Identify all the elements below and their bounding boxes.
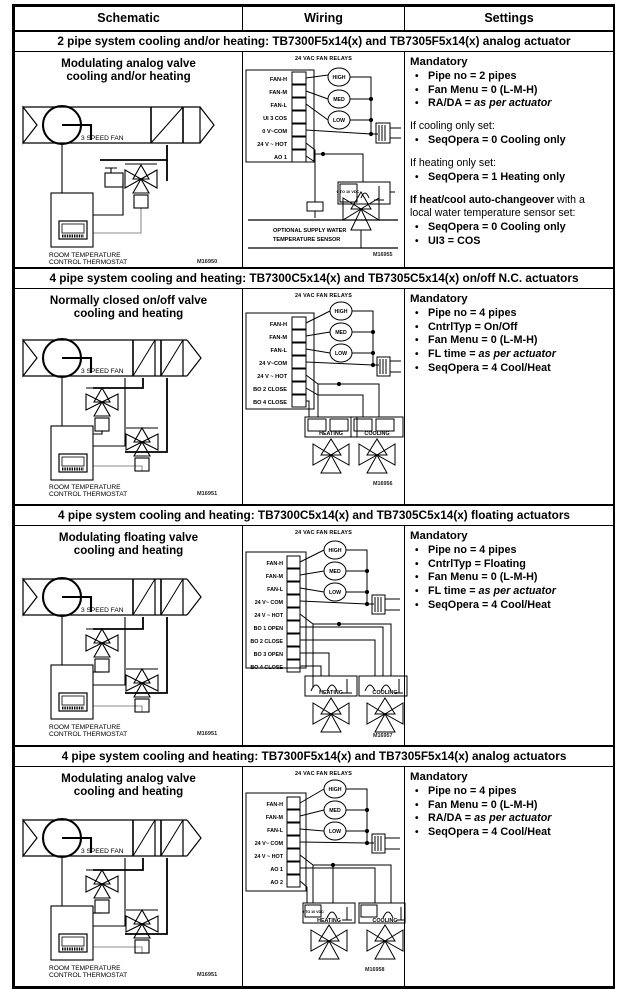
- settings-body-3: [405, 526, 613, 616]
- mandatory-label-3: Mandatory: [410, 530, 468, 542]
- setting-item: • CntrlTyp = On/Off: [426, 321, 609, 335]
- settings-cell-4: [405, 767, 614, 987]
- schematic-cell-4: [15, 767, 243, 987]
- relay-label-3-0: HIGH: [328, 548, 342, 554]
- schematic-title-line2: cooling and heating: [73, 544, 184, 557]
- group-label-heating-only: If heating only set:: [410, 156, 496, 169]
- relay-label-1-2: LOW: [332, 118, 346, 124]
- terminal-label-2-4: 24 V ~ HOT: [257, 374, 287, 380]
- thermostat-label-line2-4: CONTROL THERMOSTAT: [49, 972, 128, 979]
- schematic-ref-1: M16950: [197, 259, 218, 265]
- wiring-diagram-4: [243, 777, 403, 973]
- content-row-4: [15, 767, 614, 987]
- terminal-label-2-0: FAN-H: [269, 322, 287, 328]
- valve-label-3-0: HEATING: [319, 690, 343, 696]
- settings-body-2: [405, 289, 613, 379]
- wiring-caption-2: 24 VAC FAN RELAYS: [294, 293, 353, 299]
- thermostat-label-line1-4: ROOM TEMPERATURE: [49, 965, 121, 972]
- schematic-title-line1: Modulating floating valve: [58, 531, 199, 544]
- terminal-label-1-4: 0 V~COM: [262, 129, 287, 135]
- terminal-label-2-3: 24 V~COM: [259, 361, 287, 367]
- wiring-cell-4: [243, 767, 405, 987]
- settings-cell-2: [405, 289, 614, 506]
- terminal-label-3-4: 24 V ~ HOT: [254, 613, 283, 619]
- setting-item: • FL time = as per actuator: [426, 585, 609, 599]
- setting-item: • Pipe no = 4 pipes: [426, 544, 609, 558]
- terminal-label-1-5: 24 V ~ HOT: [257, 142, 287, 148]
- wiring-cell-3: [243, 526, 405, 747]
- settings-cell-3: [405, 526, 614, 747]
- terminal-label-4-4: 24 V ~ HOT: [254, 854, 283, 860]
- fan-label-1: 3 SPEED FAN: [81, 135, 124, 142]
- terminal-label-3-5: BO 1 OPEN: [253, 626, 283, 632]
- schematic-cell-2: [15, 289, 243, 506]
- relay-label-2-0: HIGH: [334, 309, 348, 315]
- terminal-label-1-3: UI 3 COS: [263, 116, 287, 122]
- setting-item: • SeqOpera = 0 Cooling only: [426, 134, 609, 148]
- thermostat-label-line1-1: ROOM TEMPERATURE: [49, 252, 121, 259]
- wiring-ref-4: M16958: [365, 967, 385, 973]
- wiring-ref-3: M16957: [373, 733, 393, 739]
- section-header-row-2: [15, 268, 614, 289]
- terminal-label-2-6: BO 4 CLOSE: [253, 400, 287, 406]
- content-row-1: [15, 52, 614, 269]
- section-header-row-4: [15, 746, 614, 767]
- schematic-diagram-4: [15, 800, 241, 986]
- setting-item: • UI3 = COS: [426, 235, 609, 249]
- relay-label-2-1: MED: [335, 330, 347, 336]
- wiring-diagram-2: [243, 299, 403, 489]
- setting-item: • SeqOpera = 4 Cool/Heat: [426, 826, 609, 840]
- setting-item: • RA/DA = as per actuator: [426, 812, 609, 826]
- wiring-ref-1: M16955: [373, 252, 393, 258]
- section-header-row-3: [15, 505, 614, 526]
- fan-label-3: 3 SPEED FAN: [81, 607, 124, 614]
- setting-item: • Pipe no = 4 pipes: [426, 307, 609, 321]
- setting-item: • Pipe no = 2 pipes: [426, 70, 609, 84]
- schematic-cell-3: [15, 526, 243, 747]
- mandatory-list-2: [410, 307, 609, 375]
- terminal-label-3-8: BO 4 CLOSE: [250, 665, 283, 671]
- schematic-ref-3: M16951: [197, 731, 218, 737]
- mandatory-label-4: Mandatory: [410, 771, 468, 783]
- relay-label-3-2: LOW: [328, 590, 342, 596]
- actuator-label-4: 0 TO 10 VDC: [302, 910, 324, 914]
- schematic-ref-4: M16951: [197, 972, 218, 978]
- wiring-cell-2: [243, 289, 405, 506]
- terminal-label-3-2: FAN-L: [267, 587, 283, 593]
- setting-item: • Pipe no = 4 pipes: [426, 785, 609, 799]
- schematic-ref-2: M16951: [197, 491, 218, 497]
- terminal-label-4-5: AO 1: [270, 867, 283, 873]
- configuration-table: [12, 4, 615, 989]
- main-table: [14, 6, 614, 987]
- setting-item: • Fan Menu = 0 (L-M-H): [426, 334, 609, 348]
- settings-cell-1: [405, 52, 614, 269]
- thermostat-label-line1-2: ROOM TEMPERATURE: [49, 484, 121, 491]
- terminal-label-4-3: 24 V~ COM: [254, 841, 283, 847]
- valve-label-4-1: COOLING: [372, 918, 398, 924]
- actuator-label-1: 0 TO 10 VDC: [336, 190, 360, 194]
- section-title-4: 4 pipe system cooling and heating: TB7300F5x14(x) and TB7305F5x14(x) analog actuators: [15, 746, 614, 767]
- thermostat-label-line1-3: ROOM TEMPERATURE: [49, 724, 121, 731]
- schematic-title-3: [15, 526, 242, 559]
- section-title-1: 2 pipe system cooling and/or heating: TB7300F5x14(x) and TB7305F5x14(x) analog actuator: [15, 31, 614, 52]
- wiring-diagram-1: [243, 62, 403, 258]
- terminal-label-2-1: FAN-M: [269, 335, 287, 341]
- group-label-cooling-only: If cooling only set:: [410, 119, 495, 132]
- terminal-label-1-2: FAN-L: [270, 103, 287, 109]
- setting-item: • Fan Menu = 0 (L-M-H): [426, 571, 609, 585]
- column-header-schematic: Schematic: [15, 7, 243, 32]
- setting-item: • CntrlTyp = Floating: [426, 558, 609, 572]
- sensor-label-line2-1: TEMPERATURE SENSOR: [273, 237, 341, 243]
- column-header-settings: Settings: [405, 7, 614, 32]
- terminal-label-3-7: BO 3 OPEN: [253, 652, 283, 658]
- setting-item: • FL time = as per actuator: [426, 348, 609, 362]
- table-header-row: [15, 7, 614, 32]
- relay-label-3-1: MED: [329, 569, 341, 575]
- section-title-2: 4 pipe system cooling and heating: TB7300C5x14(x) and TB7305C5x14(x) on/off N.C. actuators: [15, 268, 614, 289]
- valve-label-2-1: COOLING: [364, 431, 390, 437]
- relay-label-4-2: LOW: [328, 829, 342, 835]
- terminal-label-4-6: AO 2: [270, 880, 283, 886]
- settings-body-4: [405, 767, 613, 844]
- wiring-ref-2: M16956: [373, 481, 393, 487]
- setting-item: • Fan Menu = 0 (L-M-H): [426, 799, 609, 813]
- group-list-auto-changeover: [410, 221, 609, 248]
- terminal-label-3-3: 24 V~ COM: [254, 600, 283, 606]
- schematic-title-line2: cooling and heating: [73, 307, 184, 320]
- wiring-diagram-3: [243, 536, 403, 740]
- setting-item: • SeqOpera = 1 Heating only: [426, 171, 609, 185]
- section-header-row-1: [15, 31, 614, 52]
- wiring-caption-4: 24 VAC FAN RELAYS: [294, 771, 353, 777]
- relay-label-4-0: HIGH: [328, 787, 342, 793]
- schematic-title-1: [15, 52, 242, 85]
- terminal-label-3-0: FAN-H: [266, 561, 283, 567]
- terminal-label-3-6: BO 2 CLOSE: [250, 639, 283, 645]
- group-list-heating-only: [410, 171, 609, 185]
- schematic-title-line1: Normally closed on/off valve: [49, 294, 208, 307]
- schematic-diagram-2: [15, 322, 241, 497]
- sensor-label-line1-1: OPTIONAL SUPPLY WATER: [273, 228, 347, 234]
- mandatory-list-3: [410, 544, 609, 612]
- mandatory-list-1: [410, 70, 609, 111]
- valve-label-4-0: HEATING: [317, 918, 341, 924]
- setting-item: • RA/DA = as per actuator: [426, 97, 609, 111]
- content-row-2: [15, 289, 614, 506]
- terminal-label-2-2: FAN-L: [270, 348, 287, 354]
- terminal-label-1-1: FAN-M: [269, 90, 287, 96]
- thermostat-label-line2-1: CONTROL THERMOSTAT: [49, 259, 128, 266]
- setting-item: • Fan Menu = 0 (L-M-H): [426, 84, 609, 98]
- schematic-cell-1: [15, 52, 243, 269]
- section-title-3: 4 pipe system cooling and heating: TB7300C5x14(x) and TB7305C5x14(x) floating actuators: [15, 505, 614, 526]
- mandatory-list-4: [410, 785, 609, 839]
- wiring-caption-1: 24 VAC FAN RELAYS: [294, 56, 353, 62]
- terminal-label-2-5: BO 2 CLOSE: [253, 387, 287, 393]
- terminal-label-1-6: AO 1: [273, 155, 287, 161]
- fan-label-4: 3 SPEED FAN: [81, 848, 124, 855]
- wiring-cell-1: [243, 52, 405, 269]
- schematic-title-4: [15, 767, 242, 800]
- thermostat-label-line2-3: CONTROL THERMOSTAT: [49, 731, 128, 738]
- schematic-diagram-3: [15, 559, 241, 745]
- relay-label-1-1: MED: [333, 97, 345, 103]
- thermostat-label-line2-2: CONTROL THERMOSTAT: [49, 491, 128, 498]
- schematic-title-line1: Modulating analog valve: [61, 57, 196, 70]
- wiring-caption-3: 24 VAC FAN RELAYS: [294, 530, 353, 536]
- setting-item: • SeqOpera = 0 Cooling only: [426, 221, 609, 235]
- terminal-label-1-0: FAN-H: [269, 77, 287, 83]
- settings-body-1: [405, 52, 613, 252]
- schematic-title-line1: Modulating analog valve: [61, 772, 196, 785]
- valve-label-2-0: HEATING: [319, 431, 343, 437]
- column-header-wiring: Wiring: [243, 7, 405, 32]
- setting-item: • SeqOpera = 4 Cool/Heat: [426, 599, 609, 613]
- terminal-label-3-1: FAN-M: [265, 574, 283, 580]
- mandatory-label-2: Mandatory: [410, 293, 468, 305]
- mandatory-label-1: Mandatory: [410, 56, 468, 68]
- fan-label-2: 3 SPEED FAN: [81, 368, 124, 375]
- terminal-label-4-0: FAN-H: [266, 802, 283, 808]
- relay-label-4-1: MED: [329, 808, 341, 814]
- relay-label-1-0: HIGH: [332, 75, 346, 81]
- terminal-label-4-2: FAN-L: [267, 828, 283, 834]
- group-label-auto-changeover: If heat/cool auto-changeover with a local water temperature sensor set:: [410, 193, 585, 219]
- schematic-title-line2: cooling and/or heating: [66, 70, 191, 83]
- content-row-3: [15, 526, 614, 747]
- setting-item: • SeqOpera = 4 Cool/Heat: [426, 362, 609, 376]
- relay-label-2-2: LOW: [334, 351, 348, 357]
- terminal-label-4-1: FAN-M: [265, 815, 283, 821]
- schematic-title-2: [15, 289, 242, 322]
- valve-label-3-1: COOLING: [372, 690, 398, 696]
- schematic-title-line2: cooling and heating: [73, 785, 184, 798]
- schematic-diagram-1: [15, 85, 241, 265]
- group-list-cooling-only: [410, 134, 609, 148]
